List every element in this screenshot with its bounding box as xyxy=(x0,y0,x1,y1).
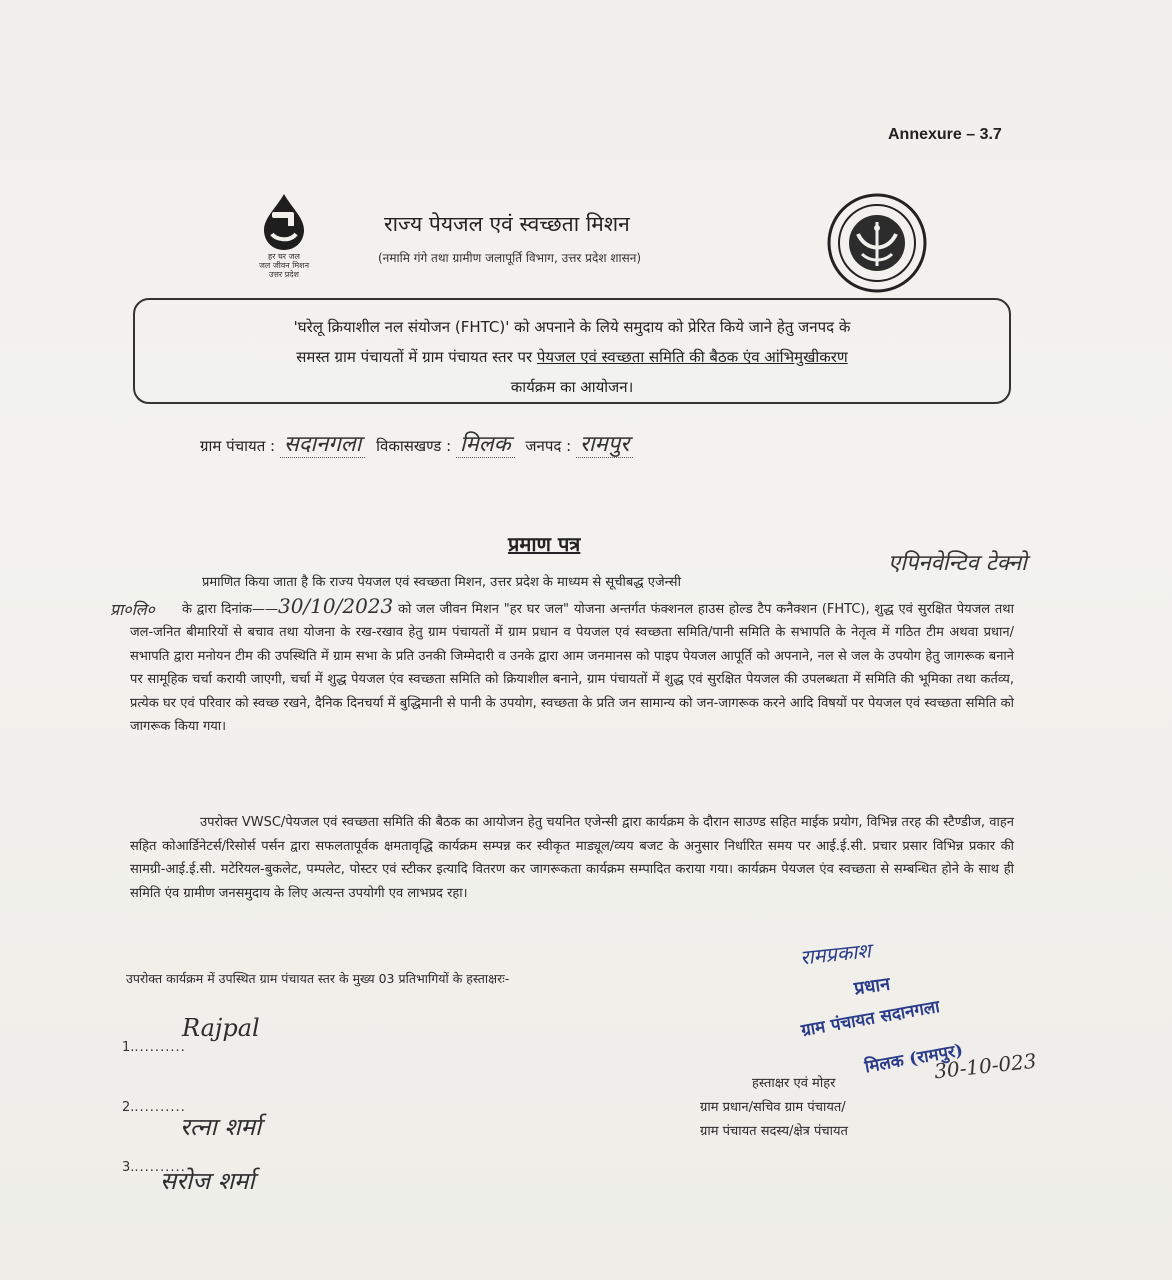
signature-num: 1. xyxy=(122,1040,135,1055)
janpad-value: रामपुर xyxy=(576,432,633,458)
para1-intro: प्रमाणित किया जाता है कि राज्य पेयजल एवं स्वच्छता मिशन, उत्तर प्रदेश के माध्यम से सूचीबद्ध एजेन्सी xyxy=(202,575,681,590)
logo-caption-3: उत्तर प्रदेश xyxy=(269,270,299,279)
para1-date-label: के द्वारा दिनांक xyxy=(182,601,252,617)
para1-body: को जल जीवन मिशन "हर घर जल" योजना अन्तर्गत फंक्शनल हाउस होल्ड टैप कनैक्शन (FHTC), शुद्ध एवं सुरक्षित पेयजल तथा जल-जनित बीमारियों से बचाव तथा योजना के रख-रखाव हेतु ग्राम पंचायतों में ग्राम प्रधान व पेयजल एवं स्वच्छता समिति/पानी समिति के सभापति के नेतृत्व में गठित टीम अथवा प्रधान/सभापति द्वारा मनोयन टीम की उपस्थिति में ग्राम सभा के प्रति उनकी जिम्मेदारी व उनके द्वारा आम जनमानस को पाइप पेयजल आपूर्ति को अपनाने, नल से जल के उपयोग हेतु जागरूक बनाने पर सामूहिक चर्चा करायी जाएगी, चर्चा में शुद्ध पेयजल एंव स्वच्छता समिति को क्रियाशील बनाने, ग्राम पंचायतों में शुद्ध एवं सुरक्षित पेयजल की उपलब्धता में समिति की भूमिका तथा कर्तव्य, प्रत्येक घर एवं परिवार को स्वच्छ रखने, दैनिक दिनचर्या में बुद्धिमानी से पानी के उपयोग, स्वच्छता के प्रति जन सामान्य को जन-जागरूक करने आदि विषयों पर पेयजल एवं स्वच्छता समिति को जागरूक किया गया। xyxy=(130,601,1014,734)
signature-1: Rajpal xyxy=(182,1014,260,1042)
certificate-paragraph-1: प्रमाणित किया जाता है कि राज्य पेयजल एवं स्वच्छता मिशन, उत्तर प्रदेश के माध्यम से सूचीबद्ध एजेन्सी के द्वारा दिनांक——30/10/2023 को जल जीवन मिशन "हर घर जल" योजना अन्तर्गत फंक्शनल हाउस होल्ड टैप कनैक्शन (FHTC), शुद्ध एवं सुरक्षित पेयजल तथा जल-जनित बीमारियों से बचाव तथा योजना के रख-रखाव हेतु ग्राम पंचायतों में ग्राम प्रधान व पेयजल एवं स्वच्छता समिति/पानी समिति के सभापति के नेतृत्व में गठित टीम अथवा प्रधान/सभापति द्वारा मनोयन टीम की उपस्थिति में ग्राम सभा के प्रति उनकी जिम्मेदारी व उनके द्वारा आम जनमानस को पाइप पेयजल आपूर्ति को अपनाने, नल से जल के उपयोग हेतु जागरूक बनाने पर सामूहिक चर्चा करायी जाएगी, चर्चा में शुद्ध पेयजल एंव स्वच्छता समिति को क्रियाशील बनाने, ग्राम पंचायतों में शुद्ध एवं सुरक्षित पेयजल की उपलब्धता में समिति की भूमिका तथा कर्तव्य, प्रत्येक घर एवं परिवार को स्वच्छ रखने, दैनिक दिनचर्या में बुद्धिमानी से पानी के उपयोग, स्वच्छता के प्रति जन सामान्य को जन-जागरूक करने आदि विषयों पर पेयजल एवं स्वच्छता समिति को जागरूक किया गया। xyxy=(130,575,1014,734)
agency-suffix-handwritten: प्रा०लि० xyxy=(110,600,155,619)
subject-line-2-underlined: पेयजल एवं स्वच्छता समिति की बैठक एंव आंभिमुखीकरण xyxy=(536,348,848,366)
janpad-label: जनपद : xyxy=(525,437,572,455)
logo-caption-2: जल जीवन मिशन xyxy=(258,261,310,270)
stamp-line-1: ग्राम पंचायत सदानगला xyxy=(799,996,942,1042)
signature-row-1 xyxy=(122,1040,186,1055)
signatory-line-1: हस्ताक्षर एवं मोहर xyxy=(752,1076,836,1091)
org-title: राज्य पेयजल एवं स्वच्छता मिशन xyxy=(384,212,630,236)
subject-line-1: 'घरेलू क्रियाशील नल संयोजन (FHTC)' को अपनाने के लिये समुदाय को प्रेरित किये जाने हेतु जनपद के xyxy=(293,318,851,336)
subject-line-3: कार्यक्रम का आयोजन। xyxy=(510,378,634,396)
program-date-handwritten: 30/10/2023 xyxy=(277,593,394,618)
signatory-line-2: ग्राम प्रधान/सचिव ग्राम पंचायत/ xyxy=(700,1100,846,1115)
org-subtitle: (नमामि गंगे तथा ग्रामीण जलापूर्ति विभाग, उत्तर प्रदेश शासन) xyxy=(378,251,642,265)
signature-num: 2. xyxy=(122,1100,135,1115)
annexure-label: Annexure – 3.7 xyxy=(888,126,1002,143)
uttar-pradesh-emblem-icon xyxy=(826,192,928,294)
signature-dots: .......... xyxy=(134,1100,186,1115)
signature-dots: .......... xyxy=(134,1160,186,1175)
signatory-block xyxy=(700,1072,848,1144)
vikas-khand-label: विकासखण्ड : xyxy=(376,437,452,455)
signature-2: रत्ना शर्मा xyxy=(180,1113,262,1141)
location-fields xyxy=(200,428,633,458)
certificate-paragraph-2 xyxy=(130,811,1014,905)
vikas-khand-value: मिलक xyxy=(456,432,515,458)
subject-box xyxy=(133,298,1011,404)
gram-panchayat-label: ग्राम पंचायत : xyxy=(200,437,276,455)
uttar-pradesh-emblem xyxy=(826,192,928,294)
signature-dots: .......... xyxy=(134,1040,186,1055)
certificate-title: प्रमाण पत्र xyxy=(508,532,581,556)
signature-num: 3. xyxy=(122,1160,135,1175)
stamp-designation: प्रधान xyxy=(852,973,892,1000)
logo-caption-1: हर घर जल xyxy=(268,252,300,261)
gram-panchayat-value: सदानगला xyxy=(280,432,365,458)
pradhan-signature: रामप्रकाश xyxy=(798,938,872,970)
stamp-date-handwritten: 30-10-023 xyxy=(933,1048,1038,1084)
subject-line-2 xyxy=(153,342,991,372)
signatory-line-3: ग्राम पंचायत सदस्य/क्षेत्र पंचायत xyxy=(700,1124,848,1139)
agency-handwritten: एपिनवेन्टिव टेक्नो xyxy=(888,551,1027,576)
attendees-intro: उपरोक्त कार्यक्रम में उपस्थित ग्राम पंचायत स्तर के मुख्य 03 प्रतिभागियों के हस्ताक्षरः- xyxy=(126,971,510,986)
har-ghar-jal-logo xyxy=(236,190,332,280)
signature-3: सरोज शर्मा xyxy=(160,1167,255,1195)
subject-line-2-text: समस्त ग्राम पंचायतों में ग्राम पंचायत स्तर पर xyxy=(296,348,537,366)
signature-row-2 xyxy=(122,1100,186,1115)
stamp-line-2: मिलक (रामपुर) xyxy=(863,1040,965,1078)
water-drop-tap-icon xyxy=(236,190,332,252)
para2-body: उपरोक्त VWSC/पेयजल एवं स्वच्छता समिति की बैठक का आयोजन हेतु चयनित एजेन्सी द्वारा कार्यक्रम के दौरान साउण्ड सहित माईक प्रयोग, विभिन्न तरह की स्टैण्डीज, वाहन सहित कोआर्डिनेटर्स/रिसोर्स पर्सन द्वारा सफलतापूर्वक क्षमतावृद्धि कार्यक्रम सम्पन्न कर स्वीकृत माड्यूल/व्यय बजट के अनुसार निर्धारित समय पर आई.ई.सी. प्रचार प्रसार विभिन्न प्रकार की सामग्री-आई.ई.सी. मटेरियल-बुकलेट, पम्पलेट, पोस्टर एवं स्टीकर इत्यादि वितरण कर जागरूकता कार्यक्रम सम्पादित कराया गया। कार्यक्रम पेयजल एंव स्वच्छता से सम्बन्धित होने के साथ ही समिति एंव ग्रामीण जनसमुदाय के लिए अत्यन्त उपयोगी एव लाभप्रद रहा। xyxy=(130,815,1014,901)
